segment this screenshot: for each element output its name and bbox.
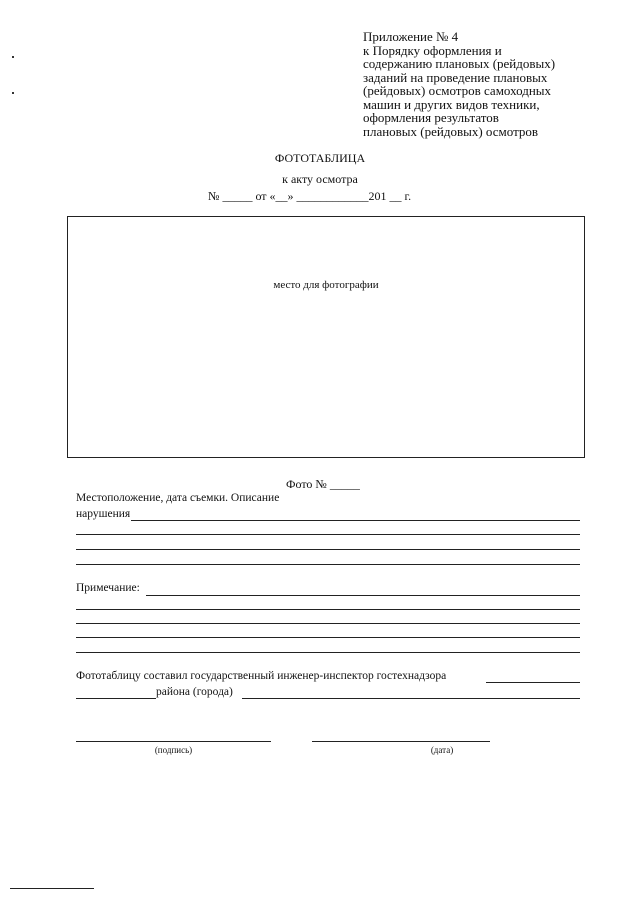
appendix-line: плановых (рейдовых) осмотров bbox=[363, 123, 539, 139]
fill-line bbox=[76, 652, 580, 653]
scan-mark bbox=[12, 56, 14, 58]
appendix-line: оформления результатов bbox=[363, 110, 499, 125]
appendix-line: содержанию плановых (рейдовых) bbox=[363, 56, 556, 71]
photo-placeholder-label: место для фотографии bbox=[273, 279, 379, 291]
fill-line bbox=[146, 595, 580, 596]
signature-caption: (подпись) bbox=[154, 745, 193, 755]
signature-line bbox=[76, 741, 271, 742]
date-caption: (дата) bbox=[430, 745, 454, 755]
note-label: Примечание: bbox=[76, 582, 140, 594]
fill-line bbox=[131, 520, 580, 521]
fill-line bbox=[76, 609, 580, 610]
act-number-line: № _____ от «__» ____________201 __ г. bbox=[208, 189, 412, 203]
photo-number-line: Фото № _____ bbox=[286, 477, 360, 491]
scan-mark bbox=[12, 92, 14, 94]
location-label: Местоположение, дата съемки. Описание bbox=[76, 492, 280, 504]
appendix-line: (рейдовых) осмотров самоходных bbox=[363, 83, 552, 98]
fill-line bbox=[242, 698, 580, 699]
document-subtitle: к акту осмотра bbox=[282, 172, 358, 186]
date-line bbox=[312, 741, 490, 742]
photo-placeholder-box bbox=[67, 216, 585, 458]
footnote-separator bbox=[10, 888, 94, 889]
appendix-header bbox=[363, 30, 631, 138]
appendix-line: к Порядку оформления и bbox=[363, 42, 502, 58]
district-label: района (города) bbox=[156, 686, 233, 698]
appendix-line: заданий на проведение плановых bbox=[363, 69, 548, 85]
appendix-line: Приложение № 4 bbox=[363, 29, 459, 44]
document-title: ФОТОТАБЛИЦА bbox=[274, 151, 366, 165]
fill-line bbox=[76, 549, 580, 550]
fill-line bbox=[486, 682, 580, 683]
fill-line bbox=[76, 623, 580, 624]
fill-line bbox=[76, 564, 580, 565]
appendix-line: машин и других видов техники, bbox=[363, 96, 540, 112]
fill-line bbox=[76, 698, 156, 699]
fill-line bbox=[76, 534, 580, 535]
compiler-label: Фототаблицу составил государственный инженер-инспектор гостехнадзора bbox=[76, 670, 447, 682]
violation-label: нарушения bbox=[76, 508, 131, 520]
fill-line bbox=[76, 637, 580, 638]
